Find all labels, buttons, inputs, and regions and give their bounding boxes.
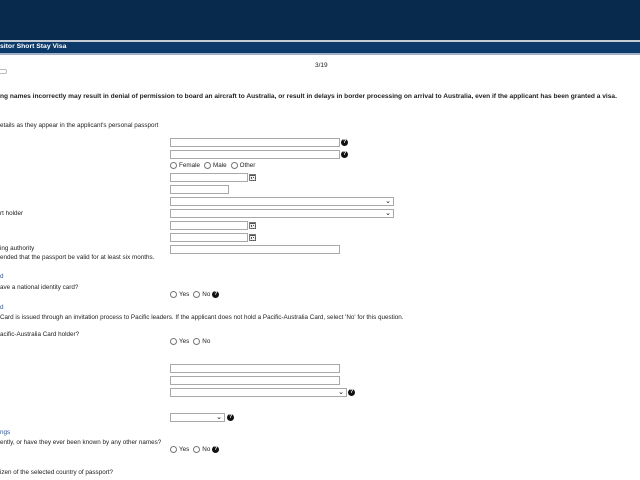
- passport-holder-label: rt holder: [0, 210, 24, 217]
- family-name-input[interactable]: [170, 138, 340, 147]
- chevron-down-icon: ⌄: [216, 414, 222, 421]
- passport-validity-note: ended that the passport be valid for at least six months.: [0, 254, 155, 261]
- other-names-yes-label: Yes: [179, 446, 190, 453]
- pac-name-input[interactable]: [170, 376, 340, 385]
- national-id-question: ave a national identity card?: [0, 284, 79, 291]
- date-of-birth-calendar-icon[interactable]: [249, 174, 256, 181]
- sex-radio-group: [170, 162, 259, 169]
- date-of-birth-input[interactable]: [170, 173, 248, 182]
- pac-country-select[interactable]: [170, 388, 347, 397]
- names-warning: ng names incorrectly may result in denial of permission to board an aircraft to Australia, or result in delays in border processing on arrival to Australia, even if the applicant has been granted a visa.: [0, 93, 617, 100]
- sex-female-label: Female: [179, 162, 200, 169]
- form-title: sitor Short Stay Visa: [0, 43, 67, 50]
- national-id-no-radio[interactable]: [193, 291, 200, 298]
- given-names-input[interactable]: [170, 150, 340, 159]
- top-banner: [0, 0, 640, 40]
- issue-date-input[interactable]: [170, 221, 248, 230]
- pac-radio-group: [170, 338, 214, 345]
- sex-other-label: Other: [239, 162, 256, 169]
- issuing-authority-input[interactable]: [170, 245, 340, 254]
- pac-question: acific-Australia Card holder?: [0, 331, 80, 338]
- page-indicator: 3/19: [315, 62, 328, 69]
- chevron-down-icon: ⌄: [385, 210, 391, 217]
- issue-date-calendar-icon[interactable]: [249, 222, 256, 229]
- sex-male-label: Male: [213, 162, 227, 169]
- pac-section-heading: d: [0, 304, 4, 311]
- pac-type-help-icon[interactable]: ?: [228, 414, 233, 420]
- pac-no-label: No: [202, 338, 211, 345]
- country-of-passport-select[interactable]: [170, 197, 394, 206]
- pac-yes-radio[interactable]: [170, 338, 177, 345]
- issuing-authority-label: ing authority: [0, 245, 35, 252]
- other-names-section-heading: ngs: [0, 429, 11, 436]
- chevron-down-icon: ⌄: [338, 389, 344, 396]
- expiry-date-input[interactable]: [170, 233, 248, 242]
- national-id-help-icon[interactable]: ?: [214, 291, 218, 297]
- sex-male-radio[interactable]: [204, 162, 211, 169]
- nationality-select[interactable]: [170, 209, 394, 218]
- given-names-help-icon[interactable]: ?: [342, 151, 347, 157]
- sex-other-radio[interactable]: [231, 162, 238, 169]
- national-id-yes-label: Yes: [179, 291, 190, 298]
- family-name-help-icon[interactable]: ?: [342, 139, 347, 145]
- chevron-down-icon: ⌄: [385, 198, 391, 205]
- other-names-question: ently, or have they ever been known by any other names?: [0, 439, 162, 446]
- other-names-help-icon[interactable]: ?: [214, 446, 218, 452]
- other-names-radio-group: [170, 446, 219, 453]
- national-id-radio-group: [170, 291, 219, 298]
- previous-button[interactable]: [0, 69, 7, 74]
- citizen-question: izen of the selected country of passport?: [0, 469, 114, 476]
- expiry-date-calendar-icon[interactable]: [249, 234, 256, 241]
- pac-type-select[interactable]: [170, 413, 225, 422]
- form-title-bar: [0, 42, 640, 53]
- pac-info: Card is issued through an invitation process to Pacific leaders. If the applicant does not hold a Pacific-Australia Card, select 'No' for this question.: [0, 314, 404, 321]
- other-names-no-radio[interactable]: [193, 446, 200, 453]
- pac-yes-label: Yes: [179, 338, 190, 345]
- other-names-yes-radio[interactable]: [170, 446, 177, 453]
- other-names-no-label: No: [202, 446, 211, 453]
- title-divider: [0, 53, 640, 55]
- national-id-yes-radio[interactable]: [170, 291, 177, 298]
- passport-number-input[interactable]: [170, 185, 229, 194]
- pac-country-help-icon[interactable]: ?: [349, 389, 354, 395]
- national-id-section-heading: d: [0, 273, 4, 280]
- pac-number-input[interactable]: [170, 364, 340, 373]
- pac-no-radio[interactable]: [193, 338, 200, 345]
- passport-intro: etails as they appear in the applicant's personal passport: [0, 122, 159, 129]
- national-id-no-label: No: [202, 291, 211, 298]
- sex-female-radio[interactable]: [170, 162, 177, 169]
